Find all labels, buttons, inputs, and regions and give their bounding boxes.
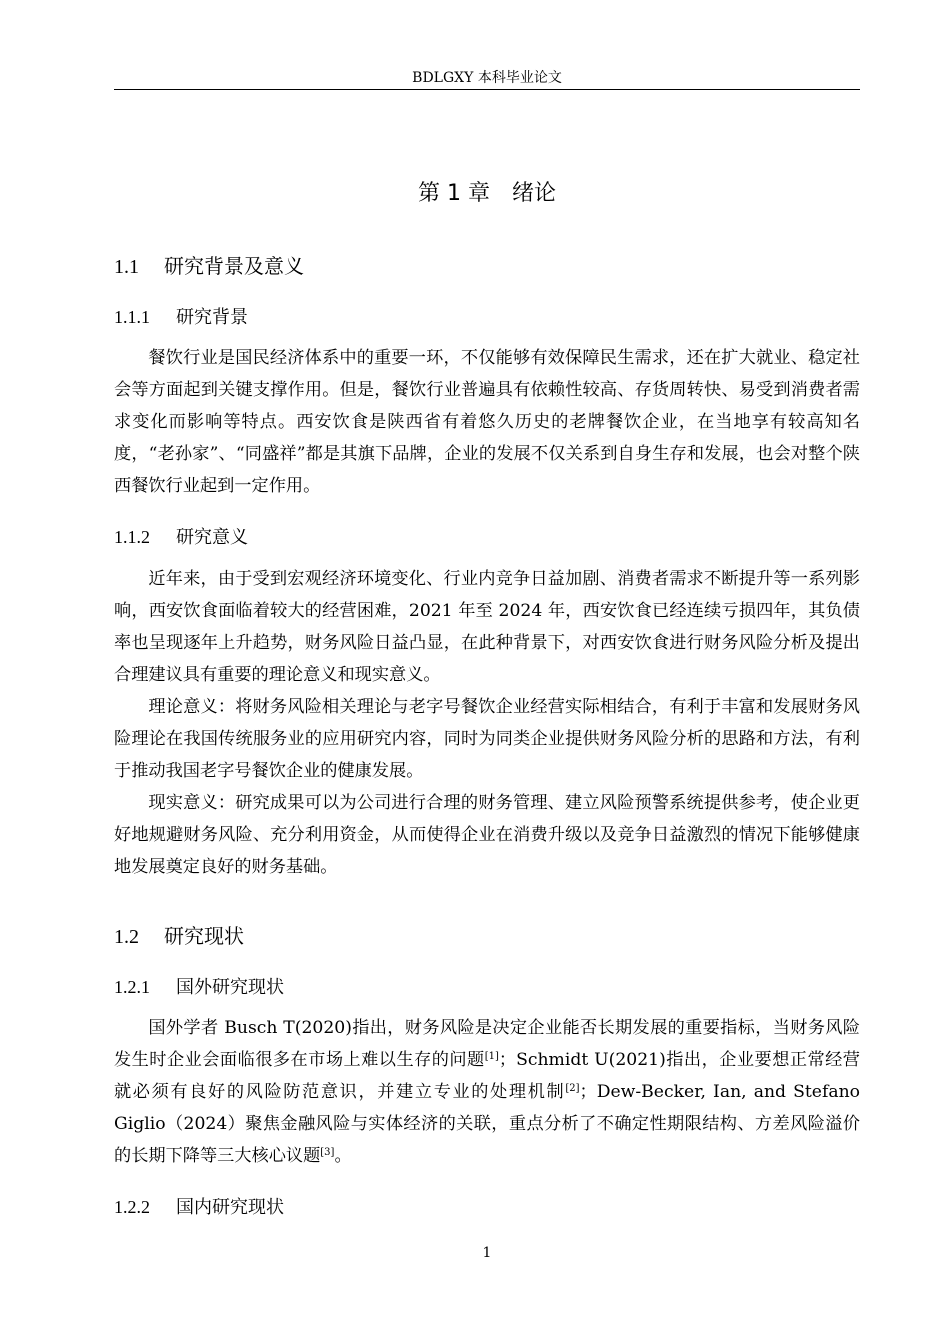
text-run: ；Dew-Becker, Ian, and Stefano Giglio（2024）聚焦金融风险与实体经济的关联，重点分析了不确定性期限结构、方差风险溢价的长期下降等三大核心议题 (114, 1082, 860, 1166)
page-number: 1 (482, 1245, 492, 1261)
subsection-number: 1.1.2 (114, 527, 150, 547)
section-heading-1-1 (114, 252, 860, 281)
subsection-heading-1-1-2 (114, 524, 860, 551)
paragraph-practical-significance: 现实意义：研究成果可以为公司进行合理的财务管理、建立风险预警系统提供参考，使企业更好地规避财务风险、充分利用资金，从而使得企业在消费升级以及竞争日益激烈的情况下能够健康地发展奠定良好的财务基础。 (114, 793, 860, 877)
subsection-heading-1-2-2 (114, 1194, 860, 1221)
subsection-heading-1-2-1 (114, 974, 860, 1001)
section-title: 研究现状 (164, 924, 244, 948)
paragraph-research-background: 餐饮行业是国民经济体系中的重要一环，不仅能够有效保障民生需求，还在扩大就业、稳定社会等方面起到关键支撑作用。但是，餐饮行业普遍具有依赖性较高、存货周转快、易受到消费者需求变化而影响等特点。西安饮食是陕西省有着悠久历史的老牌餐饮企业，在当地享有较高知名度，“老孙家”、“同盛祥”都是其旗下品牌，企业的发展不仅关系到自身生存和发展，也会对整个陕西餐饮行业起到一定作用。 (114, 348, 860, 496)
header-rule (114, 89, 860, 90)
subsection-heading-1-1-1 (114, 304, 860, 331)
citation-3: [3] (320, 1147, 335, 1158)
subsection-number: 1.1.1 (114, 307, 150, 327)
text-run: ；Schmidt U(2021)指出，企业要想正常经营就必须有良好的风险防范意识，并建立专业的处理机制 (114, 1050, 860, 1102)
section-heading-1-2 (114, 922, 860, 951)
paragraph-research-significance: 近年来，由于受到宏观经济环境变化、行业内竞争日益加剧、消费者需求不断提升等一系列影响，西安饮食面临着较大的经营困难，2021 年至 2024 年，西安饮食已经连续亏损四年，其负债率也呈现逐年上升趋势，财务风险日益凸显，在此种背景下，对西安饮食进行财务风险分析及提出合理建议具有重要的理论意义和现实意义。 (114, 569, 860, 685)
chapter-title: 第 1 章 绪论 (418, 181, 556, 206)
subsection-title: 国外研究现状 (176, 977, 284, 998)
section-number: 1.2 (114, 926, 139, 948)
subsection-title: 研究意义 (176, 527, 248, 548)
text-run: 国外学者 Busch T(2020)指出，财务风险是决定企业能否长期发展的重要指标，当财务风险发生时企业会面临很多在市场上难以生存的问题 (114, 1018, 860, 1070)
subsection-title: 研究背景 (176, 307, 248, 328)
paragraph-foreign-research (114, 1012, 860, 1172)
section-title: 研究背景及意义 (164, 254, 304, 278)
citation-2: [2] (565, 1083, 580, 1094)
subsection-title: 国内研究现状 (176, 1197, 284, 1218)
subsection-number: 1.2.2 (114, 1197, 150, 1217)
subsection-number: 1.2.1 (114, 977, 150, 997)
paragraph-theoretical-significance: 理论意义：将财务风险相关理论与老字号餐饮企业经营实际相结合，有利于丰富和发展财务风险理论在我国传统服务业的应用研究内容，同时为同类企业提供财务风险分析的思路和方法，有利于推动我国老字号餐饮企业的健康发展。 (114, 697, 860, 781)
text-run: 。 (334, 1146, 352, 1166)
section-number: 1.1 (114, 256, 139, 278)
citation-1: [1] (484, 1051, 499, 1062)
running-header: BDLGXY 本科毕业论文 (412, 70, 562, 86)
